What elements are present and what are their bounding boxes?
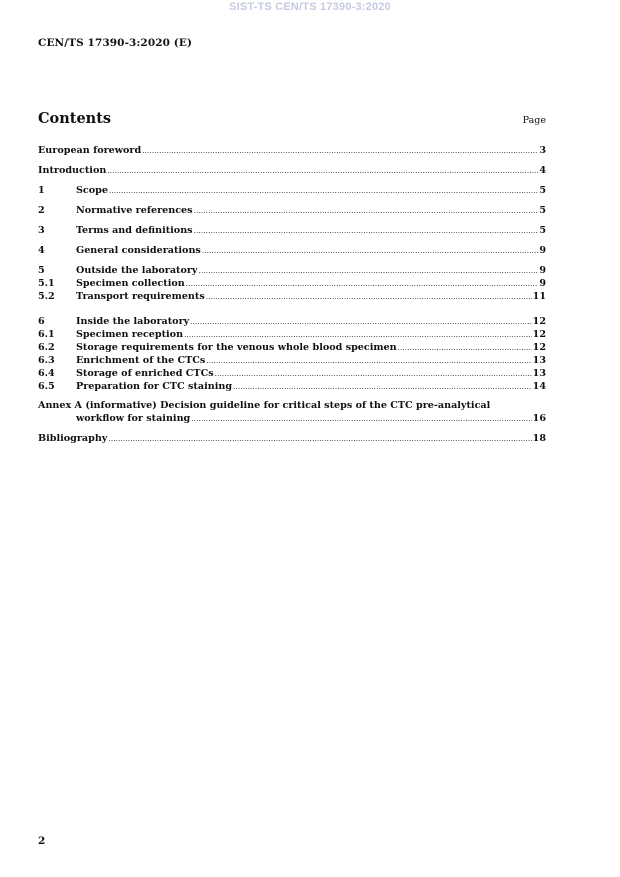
toc-entry-6-5[interactable] [38, 380, 546, 393]
toc-entry-page: 9 [539, 245, 546, 256]
toc-entry-title: European foreword [38, 145, 142, 156]
toc-entry-title: Normative references [76, 205, 193, 216]
toc-entry-annex-a[interactable]: Annex A (informative) Decision guideline for critical steps of the CTC pre-analytical [38, 400, 491, 411]
toc-entry-title: Specimen collection [76, 278, 185, 289]
toc-entry-title: Inside the laboratory [76, 316, 190, 327]
toc-entry-6-3[interactable] [38, 354, 546, 367]
toc-entry-title: Storage of enriched CTCs [76, 368, 214, 379]
toc-entry-number: 1 [38, 185, 45, 196]
dot-leader [202, 245, 538, 258]
toc-entry-number: 3 [38, 225, 45, 236]
page-number: 2 [38, 835, 46, 847]
toc-entry-page: 18 [532, 433, 546, 444]
toc-entry-title: Enrichment of the CTCs [76, 355, 206, 366]
toc-entry-2[interactable] [38, 204, 546, 217]
toc-entry-page: 11 [532, 291, 546, 302]
toc-entry-introduction[interactable] [38, 164, 546, 177]
dot-leader [194, 205, 539, 218]
toc-entry-page: 5 [539, 205, 546, 216]
toc-entry-title: Preparation for CTC staining [76, 381, 233, 392]
toc-entry-6-1[interactable] [38, 328, 546, 341]
toc-entry-4[interactable] [38, 244, 546, 257]
toc-entry-page: 13 [532, 368, 546, 379]
dot-leader [199, 265, 539, 278]
toc-entry-title: Specimen reception [76, 329, 184, 340]
toc-entry-page: 16 [532, 413, 546, 424]
toc-entry-number: 5.2 [38, 291, 55, 302]
toc-entry-bibliography[interactable] [38, 432, 546, 445]
toc-entry-1[interactable] [38, 184, 546, 197]
document-id: CEN/TS 17390-3:2020 (E) [38, 37, 193, 49]
toc-entry-number: 5 [38, 265, 45, 276]
toc-entry-number: 6.4 [38, 368, 55, 379]
toc-entry-title: Introduction [38, 165, 107, 176]
toc-entry-page: 13 [532, 355, 546, 366]
dot-leader [107, 165, 538, 178]
dot-leader [233, 381, 532, 394]
table-of-contents [38, 144, 546, 445]
toc-entry-annex-a-continued[interactable] [38, 412, 546, 425]
toc-entry-number: 5.1 [38, 278, 55, 289]
toc-entry-number: 4 [38, 245, 45, 256]
toc-entry-page: 12 [532, 342, 546, 353]
toc-entry-page: 12 [532, 316, 546, 327]
toc-entry-title: Bibliography [38, 433, 108, 444]
dot-leader [398, 342, 532, 355]
toc-entry-number: 6.5 [38, 381, 55, 392]
dot-leader [186, 278, 539, 291]
toc-entry-title: Scope [76, 185, 108, 196]
dot-leader [108, 433, 531, 446]
toc-entry-page: 5 [539, 185, 546, 196]
toc-entry-page: 9 [539, 278, 546, 289]
toc-entry-page: 4 [539, 165, 546, 176]
toc-entry-title: Outside the laboratory [76, 265, 198, 276]
toc-entry-5[interactable] [38, 264, 546, 277]
dot-leader [109, 185, 538, 198]
toc-entry-page: 12 [532, 329, 546, 340]
toc-entry-5-1[interactable] [38, 277, 546, 290]
toc-entry-number: 6.1 [38, 329, 55, 340]
dot-leader [206, 355, 531, 368]
toc-entry-page: 9 [539, 265, 546, 276]
toc-entry-6-4[interactable] [38, 367, 546, 380]
dot-leader [206, 291, 532, 304]
dot-leader [142, 145, 538, 158]
toc-entry-5-2[interactable] [38, 290, 546, 303]
toc-entry-title: General considerations [76, 245, 201, 256]
toc-entry-foreword[interactable] [38, 144, 546, 157]
toc-entry-6-2[interactable] [38, 341, 546, 354]
dot-leader [215, 368, 532, 381]
dot-leader [190, 316, 531, 329]
toc-entry-page: 14 [532, 381, 546, 392]
contents-heading: Contents [38, 110, 112, 127]
toc-entry-page: 3 [539, 145, 546, 156]
dot-leader [194, 225, 539, 238]
watermark: SIST-TS CEN/TS 17390-3:2020 [229, 1, 391, 13]
toc-entry-3[interactable] [38, 224, 546, 237]
toc-entry-number: 6.2 [38, 342, 55, 353]
toc-entry-number: 6 [38, 316, 45, 327]
toc-entry-title: Transport requirements [76, 291, 205, 302]
toc-entry-title: workflow for staining [76, 413, 191, 424]
dot-leader [191, 413, 531, 426]
toc-entry-title: Storage requirements for the venous whole blood specimen [76, 342, 397, 353]
toc-entry-number: 6.3 [38, 355, 55, 366]
toc-entry-title: Terms and definitions [76, 225, 193, 236]
toc-entry-page: 5 [539, 225, 546, 236]
toc-entry-6[interactable] [38, 315, 546, 328]
toc-entry-number: 2 [38, 205, 45, 216]
page-column-label: Page [522, 115, 546, 126]
